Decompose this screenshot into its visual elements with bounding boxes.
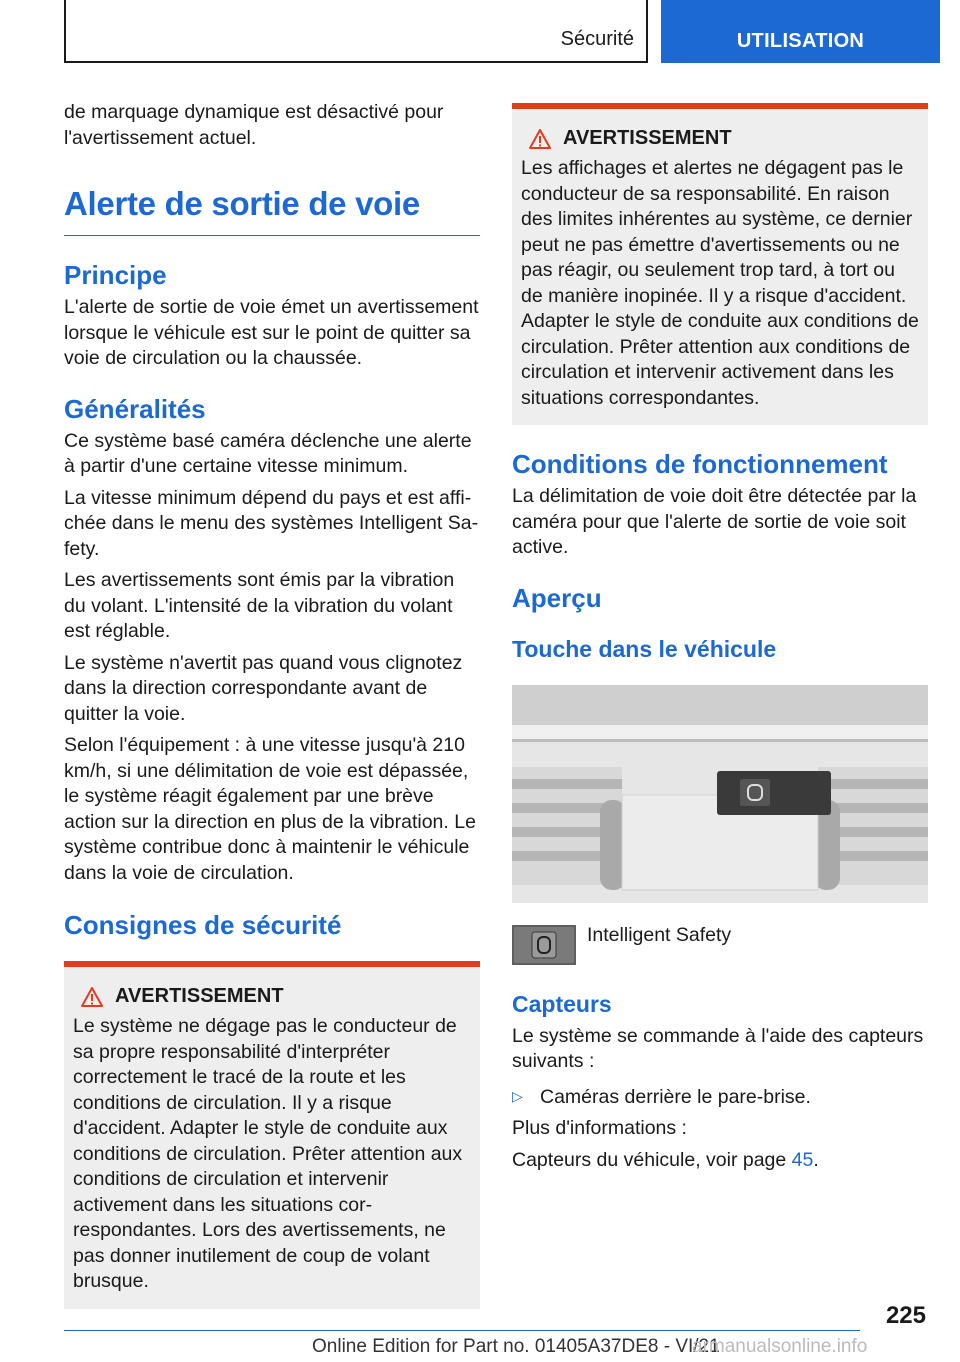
footer-divider bbox=[64, 1330, 860, 1331]
chapter-tab[interactable]: UTILISATION bbox=[661, 0, 940, 63]
warning-triangle-icon bbox=[81, 987, 103, 1007]
legend-row bbox=[512, 923, 928, 965]
reference-end: . bbox=[813, 1148, 819, 1171]
conditions-paragraph: La délimitation de voie doit être détectée par la caméra pour que l'alerte de sortie de voie soit active. bbox=[512, 485, 917, 558]
general-paragraph-1: Ce système basé caméra déclenche une alerte à partir d'une certaine vitesse minimum. bbox=[64, 429, 472, 477]
warning-text-right: Les affichages et alertes ne dégagent pas le conducteur de sa responsabilité. En raison des limites inhérentes au système, ce dernier peut ne pas émettre d'avertissements ou ne pas réagir, ou seulement trop tard, à tort ou de manière inopinée. Il y a risque d'accident. Adapter le style de conduite aux conditions de circulation. Prêter attention aux conditions de circulation et intervenir activement dans les situations correspondantes. bbox=[521, 157, 919, 409]
capteurs-paragraph: Le système se commande à l'aide des capteurs suivants : bbox=[512, 1024, 924, 1072]
intro-text: de marquage dynamique est désactivé pour l'avertissement actuel. bbox=[64, 101, 444, 149]
general-paragraph-2: La vitesse minimum dépend du pays et est affichée dans le menu des systèmes Intelligent Safety. bbox=[64, 486, 479, 560]
watermark: armanualsonline.info bbox=[692, 1336, 868, 1357]
intelligent-safety-button bbox=[717, 771, 831, 815]
right-air-vent bbox=[814, 767, 928, 890]
heading-apercu: Aperçu bbox=[512, 582, 602, 613]
section-title: Sécurité bbox=[560, 28, 634, 50]
heading-capteurs: Capteurs bbox=[512, 990, 612, 1017]
right-column bbox=[512, 103, 928, 1179]
reference-text: Capteurs du véhicule, voir page bbox=[512, 1148, 792, 1171]
heading-consignes: Consignes de sécurité bbox=[64, 910, 342, 940]
legend-label: Intelligent Safety bbox=[587, 923, 732, 946]
warning-box-right bbox=[512, 103, 928, 425]
general-paragraph-4: Le système n'avertit pas quand vous clignotez dans la direction correspondante avant de quitter la voie. bbox=[64, 651, 463, 725]
page-reference-link[interactable]: 45 bbox=[791, 1148, 814, 1171]
left-column bbox=[64, 100, 480, 1309]
reference-line bbox=[512, 1148, 928, 1174]
heading-principe: Principe bbox=[64, 260, 167, 290]
warning-text-left: Le système ne dégage pas le conducteur de sa propre responsabilité d'interpréter correctement le tracé de la route et les conditions de circulation. Il y a risque d'accident. Adapter le style de conduite aux conditions de circulation. Prêter attention aux conditions de circulation et intervenir activement dans les situations correspondantes. Lors des avertissements, ne pas donner inutilement de coup de volant brusque. bbox=[73, 1015, 463, 1292]
heading-touche: Touche dans le véhicule bbox=[512, 635, 777, 662]
left-air-vent bbox=[512, 767, 626, 890]
header-box bbox=[64, 0, 648, 63]
bullet-text: Caméras derrière le pare-brise. bbox=[540, 1085, 811, 1108]
page-number: 225 bbox=[885, 1302, 926, 1329]
bullet-triangle-icon: ▷ bbox=[512, 1087, 523, 1104]
general-paragraph-3: Les avertissements sont émis par la vibration du volant. L'intensité de la vibration du volant est réglable. bbox=[64, 569, 455, 642]
warning-triangle-icon bbox=[529, 129, 551, 149]
heading-generalites: Généralités bbox=[64, 393, 206, 424]
warning-title-left bbox=[73, 985, 471, 1008]
more-info-label: Plus d'informations : bbox=[512, 1117, 687, 1139]
general-paragraph-5: Selon l'équipement : à une vitesse jusqu'à 210 km/h, si une délimitation de voie est dépassée, le système réagit également par une brève action sur la direction en plus de la vibration. Le système contribue donc à maintenir le véhicule dans la voie de circulation. bbox=[64, 734, 476, 884]
footer-edition: Online Edition for Part no. 01405A37DE8 - VI/21 bbox=[312, 1336, 720, 1357]
warning-label-left: AVERTISSEMENT bbox=[115, 985, 284, 1007]
page-title: Alerte de sortie de voie bbox=[64, 185, 480, 236]
heading-conditions: Conditions de fonctionnement bbox=[512, 449, 888, 479]
warning-title-right bbox=[521, 127, 919, 150]
warning-box-left bbox=[64, 961, 480, 1309]
vehicle-button-photo bbox=[512, 685, 928, 903]
principe-paragraph: L'alerte de sortie de voie émet un avertissement lorsque le véhicule est sur le point de quitter sa voie de circulation ou la chaussée. bbox=[64, 296, 479, 369]
intelligent-safety-icon bbox=[512, 925, 576, 965]
warning-label-right: AVERTISSEMENT bbox=[563, 127, 732, 149]
list-item bbox=[512, 1085, 928, 1117]
